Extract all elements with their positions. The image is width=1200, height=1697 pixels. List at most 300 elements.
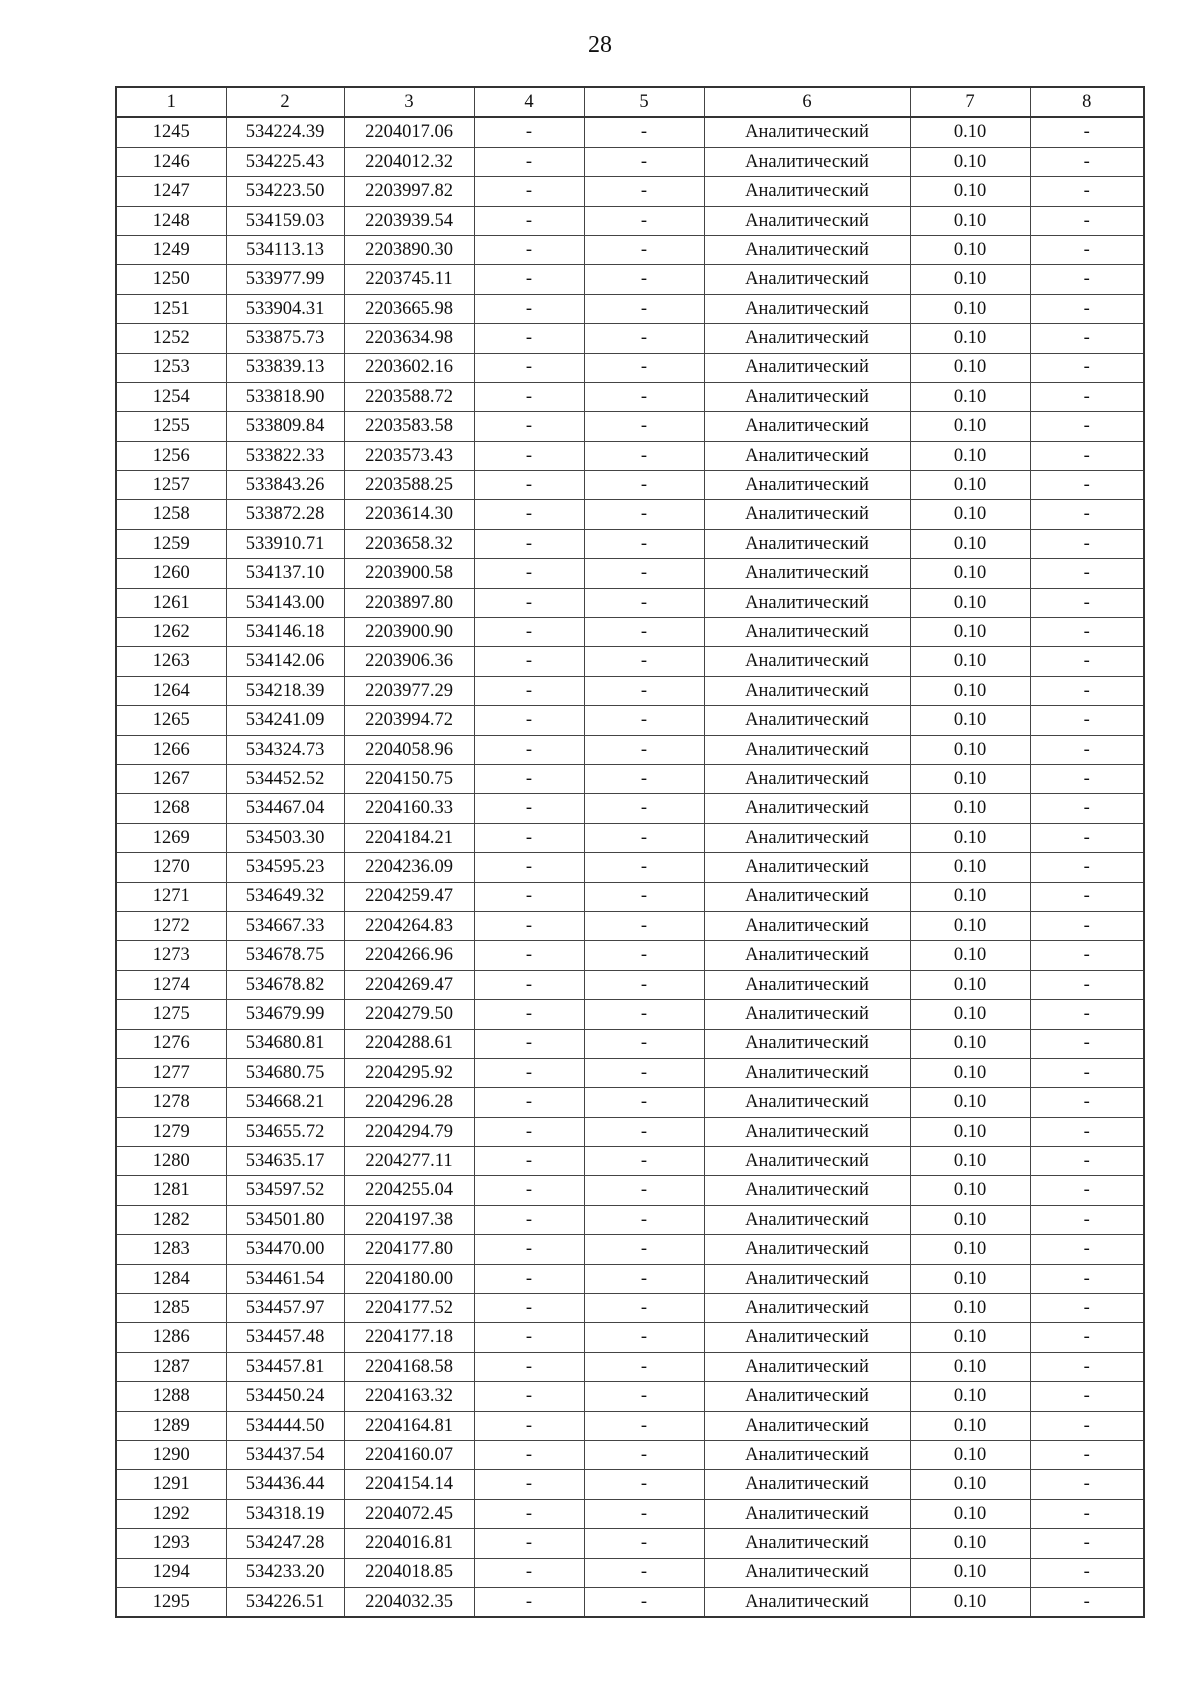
table-cell: - — [1030, 206, 1144, 235]
table-cell: 0.10 — [910, 911, 1030, 940]
table-cell: 534680.75 — [226, 1058, 344, 1087]
table-cell: - — [474, 882, 584, 911]
table-cell: 2204288.61 — [344, 1029, 474, 1058]
table-cell: 0.10 — [910, 823, 1030, 852]
table-cell: 0.10 — [910, 1205, 1030, 1234]
table-cell: 2204259.47 — [344, 882, 474, 911]
table-cell: 2203897.80 — [344, 588, 474, 617]
table-cell: 534597.52 — [226, 1176, 344, 1205]
table-cell: Аналитический — [704, 1558, 910, 1587]
table-cell: 533977.99 — [226, 265, 344, 294]
table-cell: 0.10 — [910, 647, 1030, 676]
table-row — [116, 324, 1144, 353]
table-cell: - — [1030, 382, 1144, 411]
table-cell: 0.10 — [910, 1147, 1030, 1176]
table-row — [116, 471, 1144, 500]
table-cell: 0.10 — [910, 1529, 1030, 1558]
table-cell: Аналитический — [704, 618, 910, 647]
table-cell: 0.10 — [910, 471, 1030, 500]
table-cell: - — [474, 265, 584, 294]
table-cell: - — [474, 911, 584, 940]
table-cell: - — [584, 1411, 704, 1440]
table-cell: 0.10 — [910, 676, 1030, 705]
table-cell: 533910.71 — [226, 529, 344, 558]
table-cell: 0.10 — [910, 324, 1030, 353]
table-cell: - — [1030, 1440, 1144, 1469]
table-cell: - — [1030, 1205, 1144, 1234]
table-cell: 1266 — [116, 735, 226, 764]
table-row — [116, 1264, 1144, 1293]
table-cell: - — [474, 324, 584, 353]
table-cell: 0.10 — [910, 382, 1030, 411]
table-cell: - — [584, 882, 704, 911]
table-row — [116, 1029, 1144, 1058]
table-row — [116, 500, 1144, 529]
table-cell: - — [584, 1088, 704, 1117]
table-cell: - — [584, 1176, 704, 1205]
table-cell: 534324.73 — [226, 735, 344, 764]
table-cell: 1291 — [116, 1470, 226, 1499]
table-cell: - — [1030, 853, 1144, 882]
table-cell: - — [474, 1235, 584, 1264]
table-cell: - — [1030, 735, 1144, 764]
table-row — [116, 265, 1144, 294]
table-cell: 2204163.32 — [344, 1382, 474, 1411]
table-cell: 0.10 — [910, 353, 1030, 382]
table-cell: 0.10 — [910, 235, 1030, 264]
table-cell: 534444.50 — [226, 1411, 344, 1440]
table-cell: Аналитический — [704, 500, 910, 529]
table-cell: - — [474, 647, 584, 676]
table-cell: 2203658.32 — [344, 529, 474, 558]
table-cell: - — [1030, 1587, 1144, 1617]
table-cell: 534457.48 — [226, 1323, 344, 1352]
table-cell: - — [474, 382, 584, 411]
table-cell: - — [1030, 794, 1144, 823]
table-cell: 1262 — [116, 618, 226, 647]
table-cell: - — [584, 618, 704, 647]
table-row — [116, 882, 1144, 911]
table-row — [116, 1352, 1144, 1381]
table-cell: 2204296.28 — [344, 1088, 474, 1117]
table-cell: 0.10 — [910, 764, 1030, 793]
table-cell: - — [584, 559, 704, 588]
table-cell: Аналитический — [704, 941, 910, 970]
table-row — [116, 1470, 1144, 1499]
table-cell: 534226.51 — [226, 1587, 344, 1617]
table-row — [116, 1294, 1144, 1323]
table-cell: - — [584, 1235, 704, 1264]
table-cell: 1255 — [116, 412, 226, 441]
table-cell: Аналитический — [704, 1352, 910, 1381]
table-row — [116, 853, 1144, 882]
table-cell: 2204168.58 — [344, 1352, 474, 1381]
table-cell: - — [474, 471, 584, 500]
table-row — [116, 235, 1144, 264]
table-cell: Аналитический — [704, 1205, 910, 1234]
table-cell: - — [474, 1587, 584, 1617]
table-cell: - — [584, 1205, 704, 1234]
table-cell: 2203588.72 — [344, 382, 474, 411]
table-cell: 0.10 — [910, 1440, 1030, 1469]
table-cell: 2204264.83 — [344, 911, 474, 940]
table-cell: Аналитический — [704, 1499, 910, 1528]
table-cell: - — [1030, 117, 1144, 147]
table-cell: Аналитический — [704, 235, 910, 264]
table-cell: - — [474, 529, 584, 558]
table-row — [116, 1088, 1144, 1117]
table-row — [116, 1499, 1144, 1528]
table-cell: Аналитический — [704, 1117, 910, 1146]
table-cell: 1292 — [116, 1499, 226, 1528]
table-cell: 1263 — [116, 647, 226, 676]
table-cell: - — [584, 1058, 704, 1087]
table-row — [116, 588, 1144, 617]
table-cell: 534635.17 — [226, 1147, 344, 1176]
table-row — [116, 353, 1144, 382]
table-cell: 1272 — [116, 911, 226, 940]
table-cell: 1269 — [116, 823, 226, 852]
table-cell: Аналитический — [704, 1235, 910, 1264]
table-cell: 0.10 — [910, 618, 1030, 647]
table-cell: - — [584, 1294, 704, 1323]
table-cell: 2204236.09 — [344, 853, 474, 882]
table-cell: 534437.54 — [226, 1440, 344, 1469]
table-cell: 0.10 — [910, 588, 1030, 617]
table-cell: - — [584, 1029, 704, 1058]
table-cell: - — [584, 353, 704, 382]
table-cell: 1256 — [116, 441, 226, 470]
table-cell: 0.10 — [910, 1499, 1030, 1528]
table-cell: - — [1030, 471, 1144, 500]
table-cell: Аналитический — [704, 147, 910, 176]
table-cell: 534159.03 — [226, 206, 344, 235]
table-cell: 534241.09 — [226, 706, 344, 735]
table-cell: 534680.81 — [226, 1029, 344, 1058]
table-cell: 1265 — [116, 706, 226, 735]
table-cell: 0.10 — [910, 147, 1030, 176]
table-cell: 534146.18 — [226, 618, 344, 647]
table-cell: - — [584, 823, 704, 852]
table-cell: 2203573.43 — [344, 441, 474, 470]
table-cell: 0.10 — [910, 706, 1030, 735]
table-row — [116, 441, 1144, 470]
table-cell: 1261 — [116, 588, 226, 617]
table-row — [116, 647, 1144, 676]
table-cell: - — [584, 647, 704, 676]
table-cell: 2204184.21 — [344, 823, 474, 852]
table-cell: 0.10 — [910, 853, 1030, 882]
column-header: 1 — [116, 87, 226, 117]
table-cell: Аналитический — [704, 353, 910, 382]
column-header: 3 — [344, 87, 474, 117]
table-row — [116, 382, 1144, 411]
table-cell: - — [584, 1323, 704, 1352]
table-cell: - — [474, 1352, 584, 1381]
table-cell: 534457.97 — [226, 1294, 344, 1323]
table-cell: 0.10 — [910, 1470, 1030, 1499]
table-cell: - — [1030, 647, 1144, 676]
table-cell: 2204154.14 — [344, 1470, 474, 1499]
table-cell: - — [1030, 324, 1144, 353]
table-cell: 2203665.98 — [344, 294, 474, 323]
table-cell: - — [474, 500, 584, 529]
table-cell: Аналитический — [704, 1323, 910, 1352]
table-cell: 534137.10 — [226, 559, 344, 588]
table-cell: Аналитический — [704, 294, 910, 323]
table-cell: 534436.44 — [226, 1470, 344, 1499]
table-cell: - — [474, 823, 584, 852]
table-cell: 2203900.90 — [344, 618, 474, 647]
table-cell: - — [474, 147, 584, 176]
table-cell: - — [584, 500, 704, 529]
table-cell: 533818.90 — [226, 382, 344, 411]
table-cell: - — [474, 1088, 584, 1117]
table-cell: Аналитический — [704, 117, 910, 147]
table-cell: - — [584, 1000, 704, 1029]
table-cell: 0.10 — [910, 1088, 1030, 1117]
table-row — [116, 706, 1144, 735]
table-cell: 1286 — [116, 1323, 226, 1352]
table-cell: - — [474, 794, 584, 823]
table-cell: 0.10 — [910, 1352, 1030, 1381]
table-cell: 0.10 — [910, 1117, 1030, 1146]
table-row — [116, 1205, 1144, 1234]
table-cell: - — [584, 941, 704, 970]
table-row — [116, 412, 1144, 441]
table-cell: 534595.23 — [226, 853, 344, 882]
table-cell: 2204072.45 — [344, 1499, 474, 1528]
table-cell: - — [1030, 588, 1144, 617]
table-cell: - — [1030, 823, 1144, 852]
table-cell: - — [584, 117, 704, 147]
table-cell: 2204295.92 — [344, 1058, 474, 1087]
table-cell: - — [474, 764, 584, 793]
table-cell: - — [1030, 882, 1144, 911]
table-cell: - — [474, 1117, 584, 1146]
table-cell: 0.10 — [910, 1264, 1030, 1293]
table-row — [116, 764, 1144, 793]
table-cell: Аналитический — [704, 588, 910, 617]
table-cell: - — [584, 706, 704, 735]
table-cell: 1285 — [116, 1294, 226, 1323]
table-cell: - — [584, 471, 704, 500]
table-cell: 534678.75 — [226, 941, 344, 970]
table-cell: 1274 — [116, 970, 226, 999]
table-cell: 2203745.11 — [344, 265, 474, 294]
table-row — [116, 1587, 1144, 1617]
table-row — [116, 823, 1144, 852]
table-cell: - — [584, 588, 704, 617]
table-cell: 534225.43 — [226, 147, 344, 176]
table-cell: - — [474, 1264, 584, 1293]
column-header: 8 — [1030, 87, 1144, 117]
table-cell: - — [1030, 911, 1144, 940]
table-cell: Аналитический — [704, 265, 910, 294]
table-cell: 0.10 — [910, 1029, 1030, 1058]
table-cell: - — [584, 265, 704, 294]
table-cell: 2204294.79 — [344, 1117, 474, 1146]
table-row — [116, 941, 1144, 970]
table-body — [116, 117, 1144, 1617]
table-cell: Аналитический — [704, 764, 910, 793]
table-cell: 1287 — [116, 1352, 226, 1381]
table-cell: - — [584, 970, 704, 999]
table-cell: - — [1030, 676, 1144, 705]
table-cell: 534450.24 — [226, 1382, 344, 1411]
table-cell: Аналитический — [704, 1382, 910, 1411]
table-cell: - — [1030, 1176, 1144, 1205]
table-cell: - — [474, 412, 584, 441]
table-cell: Аналитический — [704, 794, 910, 823]
table-cell: 1277 — [116, 1058, 226, 1087]
table-cell: 1249 — [116, 235, 226, 264]
table-cell: Аналитический — [704, 1058, 910, 1087]
table-cell: 2204032.35 — [344, 1587, 474, 1617]
table-cell: 0.10 — [910, 1294, 1030, 1323]
table-row — [116, 147, 1144, 176]
table-row — [116, 1235, 1144, 1264]
table-cell: 534503.30 — [226, 823, 344, 852]
table-cell: 534218.39 — [226, 676, 344, 705]
table-cell: Аналитический — [704, 882, 910, 911]
table-cell: - — [1030, 500, 1144, 529]
table-cell: 1284 — [116, 1264, 226, 1293]
table-row — [116, 529, 1144, 558]
table-cell: - — [474, 1470, 584, 1499]
table-cell: - — [584, 1117, 704, 1146]
table-row — [116, 1558, 1144, 1587]
table-cell: Аналитический — [704, 1088, 910, 1117]
table-row — [116, 294, 1144, 323]
table-cell: 1288 — [116, 1382, 226, 1411]
table-cell: - — [584, 1264, 704, 1293]
table-cell: 0.10 — [910, 441, 1030, 470]
table-cell: - — [1030, 265, 1144, 294]
table-cell: 2203906.36 — [344, 647, 474, 676]
table-cell: 2204177.52 — [344, 1294, 474, 1323]
table-cell: 533875.73 — [226, 324, 344, 353]
table-cell: - — [1030, 618, 1144, 647]
table-cell: - — [474, 941, 584, 970]
table-cell: 1279 — [116, 1117, 226, 1146]
table-cell: 2204160.33 — [344, 794, 474, 823]
table-row — [116, 1000, 1144, 1029]
table-cell: - — [584, 1147, 704, 1176]
table-cell: 1290 — [116, 1440, 226, 1469]
table-cell: - — [474, 853, 584, 882]
table-cell: 2203634.98 — [344, 324, 474, 353]
table-cell: 1251 — [116, 294, 226, 323]
table-cell: 534667.33 — [226, 911, 344, 940]
table-cell: - — [1030, 1294, 1144, 1323]
table-cell: - — [474, 706, 584, 735]
page-number: 28 — [588, 32, 612, 58]
table-cell: - — [1030, 1000, 1144, 1029]
table-cell: - — [584, 676, 704, 705]
table-cell: Аналитический — [704, 1587, 910, 1617]
table-cell: - — [474, 117, 584, 147]
table-cell: 1260 — [116, 559, 226, 588]
table-cell: 0.10 — [910, 1235, 1030, 1264]
table-cell: - — [1030, 441, 1144, 470]
table-cell: - — [1030, 1499, 1144, 1528]
table-cell: 1280 — [116, 1147, 226, 1176]
table-cell: - — [1030, 1147, 1144, 1176]
table-cell: - — [1030, 177, 1144, 206]
table-cell: Аналитический — [704, 1029, 910, 1058]
table-cell: Аналитический — [704, 177, 910, 206]
table-cell: Аналитический — [704, 1470, 910, 1499]
table-cell: 1275 — [116, 1000, 226, 1029]
table-cell: 0.10 — [910, 1382, 1030, 1411]
table-cell: - — [474, 1411, 584, 1440]
table-cell: - — [584, 294, 704, 323]
table-cell: Аналитический — [704, 1440, 910, 1469]
table-cell: - — [474, 618, 584, 647]
table-row — [116, 559, 1144, 588]
table-cell: - — [1030, 1470, 1144, 1499]
table-cell: 1252 — [116, 324, 226, 353]
table-cell: 534470.00 — [226, 1235, 344, 1264]
column-header: 7 — [910, 87, 1030, 117]
table-cell: - — [474, 970, 584, 999]
table-cell: 533809.84 — [226, 412, 344, 441]
table-cell: 2203588.25 — [344, 471, 474, 500]
coordinates-table — [115, 86, 1145, 1618]
table-cell: - — [584, 1352, 704, 1381]
table-row — [116, 177, 1144, 206]
column-header: 2 — [226, 87, 344, 117]
table-cell: - — [1030, 1352, 1144, 1381]
table-cell: - — [584, 529, 704, 558]
table-cell: - — [584, 911, 704, 940]
table-cell: 1253 — [116, 353, 226, 382]
table-cell: 2204269.47 — [344, 970, 474, 999]
table-cell: 0.10 — [910, 559, 1030, 588]
table-cell: Аналитический — [704, 471, 910, 500]
table-cell: - — [474, 353, 584, 382]
table-cell: - — [474, 1558, 584, 1587]
table-cell: - — [584, 1470, 704, 1499]
table-cell: - — [474, 1147, 584, 1176]
table-cell: 534461.54 — [226, 1264, 344, 1293]
table-cell: 1271 — [116, 882, 226, 911]
table-cell: 534457.81 — [226, 1352, 344, 1381]
table-cell: - — [474, 676, 584, 705]
table-cell: 0.10 — [910, 1058, 1030, 1087]
table-cell: Аналитический — [704, 382, 910, 411]
column-header: 6 — [704, 87, 910, 117]
table-cell: 0.10 — [910, 941, 1030, 970]
table-cell: 2203977.29 — [344, 676, 474, 705]
table-cell: Аналитический — [704, 676, 910, 705]
column-header: 4 — [474, 87, 584, 117]
table-cell: Аналитический — [704, 324, 910, 353]
table-cell: - — [584, 324, 704, 353]
table-cell: 1257 — [116, 471, 226, 500]
table-cell: 2203614.30 — [344, 500, 474, 529]
table-cell: Аналитический — [704, 823, 910, 852]
table-cell: Аналитический — [704, 1147, 910, 1176]
table-cell: 533843.26 — [226, 471, 344, 500]
table-cell: 0.10 — [910, 970, 1030, 999]
table-cell: - — [474, 588, 584, 617]
table-cell: 534467.04 — [226, 794, 344, 823]
table-cell: - — [1030, 1558, 1144, 1587]
table-cell: - — [1030, 294, 1144, 323]
table-cell: 1259 — [116, 529, 226, 558]
